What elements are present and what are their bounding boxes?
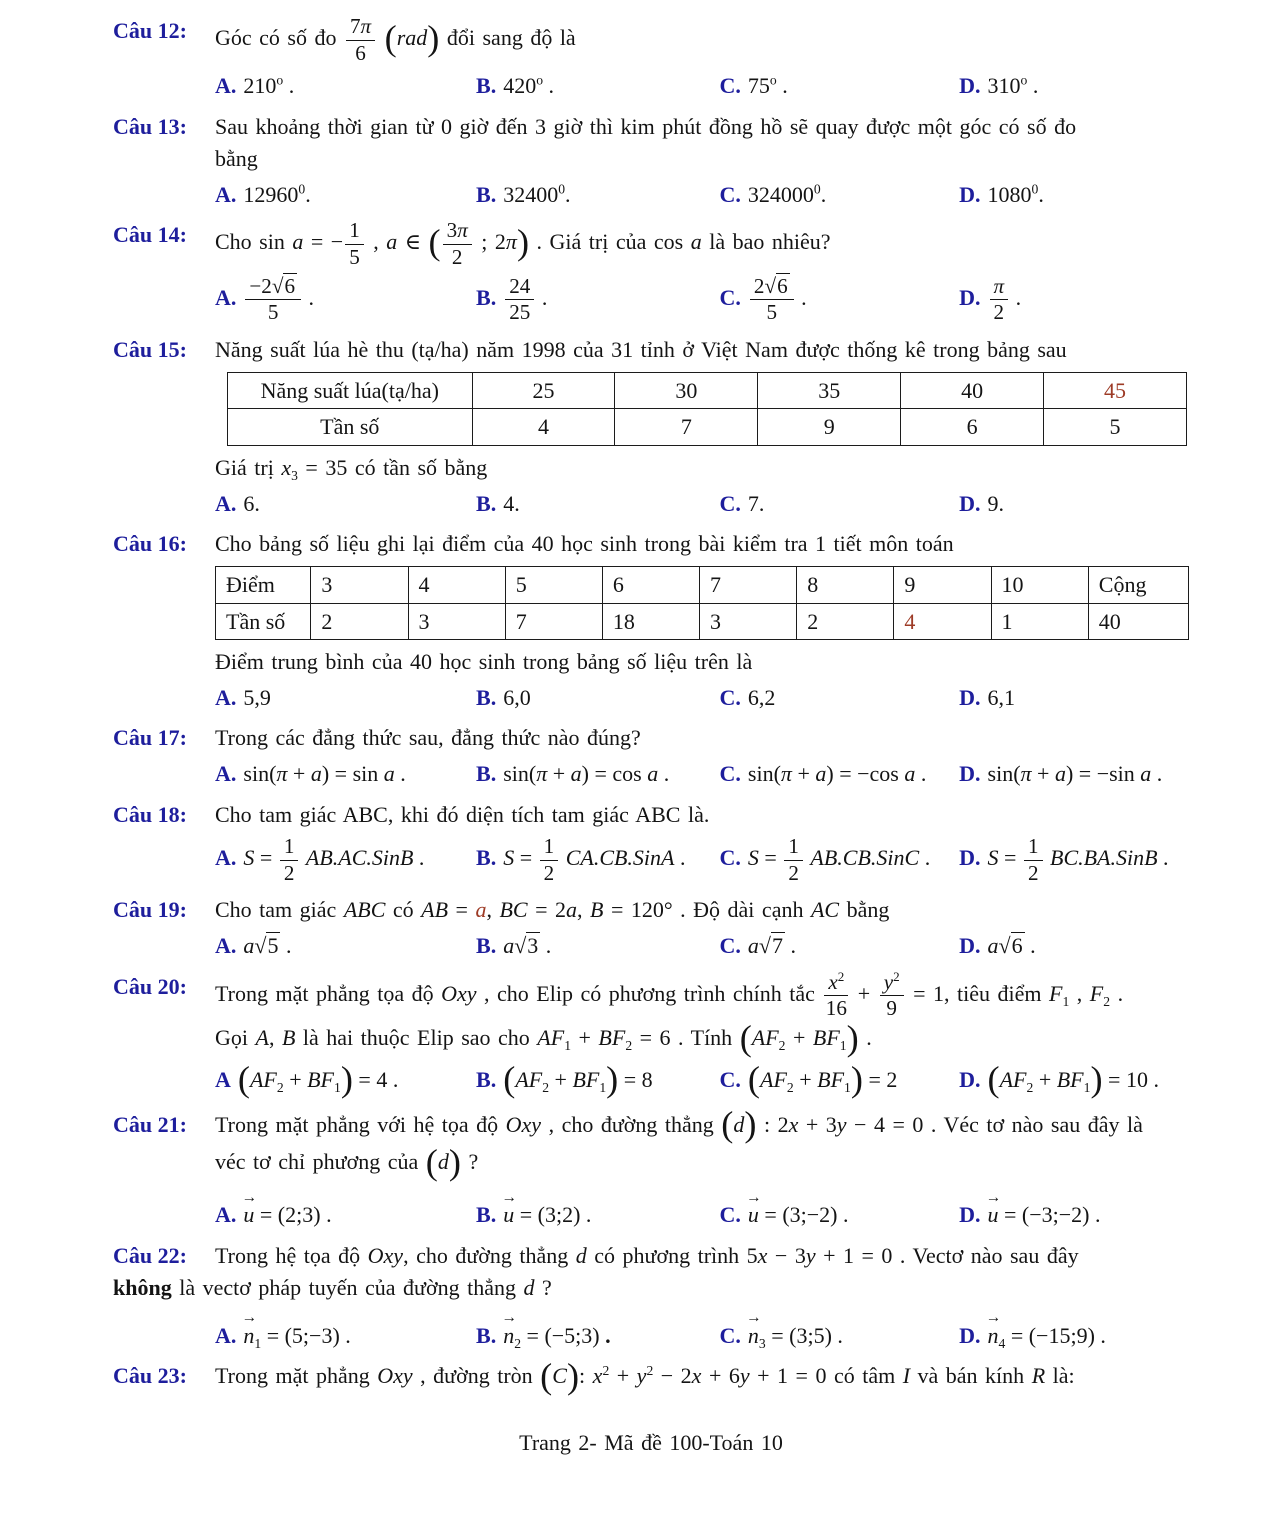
option-value: sin(π + a) = sin a . [243, 761, 406, 787]
option-B [476, 275, 720, 325]
question-body-line: Cho sin a = − $\frac{1}{5}$ , a ∈ ( $\frac{3\pi}{2}$ ; 2π) . Giá trị của cos a là bao nhiêu? [215, 218, 831, 269]
option-letter: D. [959, 73, 981, 99]
option-value: 9. [987, 490, 1005, 516]
option-value: a√5 . [243, 933, 292, 959]
option-letter: B. [476, 73, 497, 99]
table-row [216, 603, 1189, 639]
option-C [720, 758, 960, 789]
options-row [215, 179, 1189, 210]
option-A [215, 682, 476, 713]
table-cell: Cộng [1088, 567, 1188, 603]
option-letter: D. [959, 845, 981, 871]
option-letter: D. [959, 761, 981, 787]
option-C [719, 1059, 960, 1100]
table-cell: 10 [991, 567, 1088, 603]
option-value: $n \to_4$ = (−15;9) . [988, 1323, 1106, 1348]
option-value: S = $\frac{1}{2}$ AB.AC.SinB . [243, 833, 425, 885]
question-label: Câu 14: [113, 222, 187, 248]
option-value: 4. [503, 490, 520, 516]
options-row [215, 1308, 1189, 1351]
option-letter: C. [719, 684, 741, 710]
option-D [959, 1059, 1189, 1100]
option-letter: D. [959, 684, 981, 710]
options-row [215, 1059, 1189, 1100]
option-letter: A. [215, 845, 237, 871]
option-B [476, 930, 720, 961]
option-value: u → = (−3;−2) . [988, 1202, 1101, 1227]
option-value: a√6 . [987, 933, 1036, 959]
option-letter: A. [215, 1202, 237, 1228]
option-C [720, 1308, 960, 1351]
table-cell: 4 [894, 603, 991, 639]
option-A [215, 1308, 476, 1351]
option-value: $n \to_1$ = (5;−3) . [243, 1323, 350, 1348]
question-list [113, 15, 1189, 1397]
option-value: 7. [747, 490, 765, 516]
table-cell: 18 [602, 603, 699, 639]
option-D [959, 70, 1189, 101]
option-value: $(AF_2 + BF_1) = 10$ . [987, 1059, 1159, 1100]
table-cell: Tần số [228, 409, 473, 445]
option-B [476, 758, 720, 789]
question-body-line: Trong hệ tọa độ Oxy, cho đường thẳng d có phương trình 5x − 3y + 1 = 0 . Vectơ nào sau đây [215, 1242, 1079, 1268]
option-C [720, 488, 960, 519]
option-value: 210$^o$ . [243, 72, 295, 99]
option-letter: A. [215, 1323, 237, 1349]
option-value: 6,0 [503, 684, 531, 710]
option-letter: B. [476, 182, 497, 208]
question-after-table-line: Giá trị $x_3 = 35$ có tần số bằng [215, 454, 488, 483]
question-label: Câu 19: [113, 897, 187, 923]
option-value: $(AF_2 + BF_1) = 2$ [747, 1059, 898, 1100]
option-letter: B. [476, 684, 497, 710]
option-A [215, 179, 476, 210]
option-value: 5,9 [243, 684, 271, 710]
option-letter: A. [215, 73, 237, 99]
option-C [720, 275, 960, 325]
question-cau-17 [113, 722, 1189, 789]
question-cau-14 [113, 219, 1189, 325]
option-value: $n \to_3$ = (3;5) . [748, 1323, 843, 1348]
option-B [476, 1308, 720, 1351]
table-cell: 9 [894, 567, 991, 603]
question-body-line: véc tơ chỉ phương của (d) ? [215, 1141, 479, 1182]
question-body-line: Trong mặt phẳng với hệ tọa độ Oxy , cho đường thẳng (d) : 2x + 3y − 4 = 0 . Véc tơ nào sau đây là [215, 1104, 1143, 1145]
option-A [215, 930, 476, 961]
option-value: 420$^o$ . [503, 72, 555, 99]
option-letter: B. [476, 284, 497, 310]
table-cell: 5 [505, 567, 602, 603]
option-value: S = $\frac{1}{2}$ CA.CB.SinA . [503, 833, 686, 885]
option-D [959, 179, 1189, 210]
option-C [720, 835, 960, 885]
table-cell: 5 [1044, 409, 1187, 445]
question-body-line: Sau khoảng thời gian từ 0 giờ đến 3 giờ thì kim phút đồng hồ sẽ quay được một góc có số đo [215, 113, 1077, 139]
question-cau-21 [113, 1104, 1189, 1231]
option-B [476, 1059, 720, 1100]
option-value: $(AF_2 + BF_1) = 4$ . [237, 1059, 399, 1100]
option-value: 1080$^0$. [987, 181, 1044, 208]
table-cell: 9 [758, 409, 901, 445]
question-cau-15 [113, 334, 1189, 519]
table-cell: 35 [758, 373, 901, 409]
question-cau-20 [113, 968, 1189, 1100]
option-D [959, 1308, 1189, 1351]
table-cell: 2 [311, 603, 408, 639]
table-cell: 30 [615, 373, 758, 409]
table-row [228, 373, 1187, 409]
option-C [720, 930, 960, 961]
option-letter: A [215, 1066, 231, 1092]
option-value: S = $\frac{1}{2}$ AB.CB.SinC . [747, 833, 931, 885]
option-A [215, 70, 476, 101]
question-body-line: không là vectơ pháp tuyến của đường thẳng d ? [113, 1274, 552, 1300]
option-value: a√3 . [503, 933, 552, 959]
question-body-line: Năng suất lúa hè thu (tạ/ha) năm 1998 của 31 tỉnh ở Việt Nam được thống kê trong bảng sau [215, 336, 1067, 362]
option-letter: D. [959, 1066, 981, 1092]
table-cell: 1 [991, 603, 1088, 639]
table-cell: Năng suất lúa(tạ/ha) [228, 373, 473, 409]
option-letter: D. [959, 490, 981, 516]
option-value: 12960$^0$. [243, 181, 311, 208]
question-cau-16 [113, 528, 1189, 713]
table-cell: 8 [797, 567, 894, 603]
option-B [476, 488, 720, 519]
table-cell: 45 [1044, 373, 1187, 409]
option-letter: B. [476, 490, 497, 516]
option-B [476, 682, 720, 713]
option-value: $\frac{-2√6}{5}$ . [243, 285, 314, 310]
question-label: Câu 13: [113, 113, 187, 139]
option-C [720, 1187, 960, 1230]
options-row [215, 275, 1189, 325]
table-cell: 25 [472, 373, 615, 409]
table-row [216, 567, 1189, 603]
options-row [215, 488, 1189, 519]
option-letter: B. [476, 1202, 497, 1228]
question-body-line: Trong mặt phẳng tọa độ Oxy , cho Elip có phương trình chính tắc $\frac{x^2}{16}$ + $\frac{y^2}{9}$ = 1, tiêu điểm $F_1$ , $F_2$ . [215, 968, 1124, 1021]
option-letter: D. [959, 1323, 981, 1349]
option-letter: B. [476, 1066, 497, 1092]
question-cau-22 [113, 1240, 1189, 1352]
option-letter: A. [215, 284, 237, 310]
option-value: 310$^o$ . [987, 72, 1039, 99]
table-cell: 40 [1088, 603, 1188, 639]
options-row [215, 930, 1189, 961]
option-letter: D. [959, 182, 981, 208]
table-cell: Điểm [216, 567, 311, 603]
option-letter: C. [719, 933, 741, 959]
question-body-line: Góc có số đo $\frac{7\pi}{6}$ (rad) đổi sang độ là [215, 14, 576, 65]
option-value: $\frac{2√6}{5}$ . [748, 285, 807, 310]
question-body-line: Cho bảng số liệu ghi lại điểm của 40 học sinh trong bài kiểm tra 1 tiết môn toán [215, 531, 954, 557]
option-letter: C. [719, 73, 741, 99]
stats-table [227, 372, 1187, 445]
option-letter: D. [959, 933, 981, 959]
option-letter: A. [215, 182, 237, 208]
option-B [476, 179, 720, 210]
option-letter: D. [959, 1202, 981, 1228]
table-cell: 3 [700, 603, 797, 639]
option-value: 75$^o$ . [747, 72, 788, 99]
option-value: 6,2 [747, 684, 776, 710]
question-label: Câu 21: [113, 1111, 187, 1137]
option-letter: C. [719, 182, 741, 208]
option-value: S = $\frac{1}{2}$ BC.BA.SinB . [987, 833, 1169, 885]
options-row [215, 758, 1189, 789]
option-value: sin(π + a) = −sin a . [987, 761, 1163, 787]
option-D [959, 682, 1189, 713]
option-value: sin(π + a) = −cos a . [747, 761, 927, 787]
table-row [228, 409, 1187, 445]
question-label: Câu 20: [113, 973, 187, 999]
option-letter: B. [476, 761, 497, 787]
option-value: u → = (2;3) . [243, 1202, 331, 1227]
option-letter: B. [476, 845, 497, 871]
option-D [959, 1187, 1189, 1230]
option-B [476, 70, 720, 101]
option-letter: A. [215, 933, 237, 959]
option-value: $(AF_2 + BF_1) = 8$ [503, 1059, 653, 1100]
option-letter: C. [719, 845, 741, 871]
option-letter: C. [719, 1202, 741, 1228]
table-cell: Tần số [216, 603, 311, 639]
table-cell: 7 [700, 567, 797, 603]
option-value: u → = (3;−2) . [748, 1202, 849, 1227]
option-C [720, 682, 960, 713]
table-cell: 40 [901, 373, 1044, 409]
question-cau-18 [113, 799, 1189, 886]
question-body-line: Gọi A, B là hai thuộc Elip sao cho $AF_1 + BF_2 = 6$ . Tính $(AF_2 + BF_1)$ . [215, 1017, 872, 1058]
question-label: Câu 18: [113, 801, 187, 827]
table-cell: 6 [602, 567, 699, 603]
option-A [215, 275, 476, 325]
option-letter: A. [215, 761, 237, 787]
option-value: a√7 . [747, 933, 796, 959]
question-body-line: Cho tam giác ABC, khi đó diện tích tam giác ABC là. [215, 801, 710, 827]
option-value: 6,1 [987, 684, 1016, 710]
table-cell: 4 [408, 567, 505, 603]
page-footer: Trang 2- Mã đề 100-Toán 10 [519, 1429, 783, 1455]
table-cell: 6 [901, 409, 1044, 445]
option-letter: D. [959, 284, 981, 310]
option-letter: C. [719, 1323, 741, 1349]
question-cau-13 [113, 111, 1189, 211]
option-value: $\frac{24}{25}$ . [503, 285, 547, 310]
option-value: 6. [243, 490, 260, 516]
option-value: sin(π + a) = cos a . [503, 761, 670, 787]
question-cau-23 [113, 1356, 1189, 1397]
option-value: $n \to_2$ = (−5;3) . [503, 1323, 610, 1348]
question-body-line: Cho tam giác ABC có AB = a, BC = 2a, B = 120° . Độ dài cạnh AC bằng [215, 897, 890, 923]
option-letter: B. [476, 1323, 497, 1349]
option-D [959, 275, 1189, 325]
option-C [720, 70, 960, 101]
option-letter: A. [215, 684, 237, 710]
option-A [215, 1187, 476, 1230]
table-cell: 7 [505, 603, 602, 639]
options-row [215, 682, 1189, 713]
question-cau-12 [113, 15, 1189, 102]
question-label: Câu 17: [113, 725, 187, 751]
option-D [959, 835, 1189, 885]
option-B [476, 835, 720, 885]
option-value: 324000$^0$. [747, 181, 827, 208]
table-cell: 4 [472, 409, 615, 445]
question-label: Câu 15: [113, 336, 187, 362]
option-B [476, 1187, 720, 1230]
option-D [959, 930, 1189, 961]
question-label: Câu 23: [113, 1363, 187, 1389]
option-A [215, 758, 476, 789]
options-row [215, 835, 1189, 885]
table-cell: 3 [311, 567, 408, 603]
option-letter: A. [215, 490, 237, 516]
option-C [720, 179, 960, 210]
options-row [215, 70, 1189, 101]
question-body-line: bằng [215, 145, 258, 171]
question-cau-19 [113, 894, 1189, 961]
option-A [215, 835, 476, 885]
option-letter: C. [719, 761, 741, 787]
option-A [215, 1059, 476, 1100]
options-row [215, 1187, 1189, 1230]
table-cell: 2 [797, 603, 894, 639]
option-D [959, 758, 1189, 789]
question-label: Câu 12: [113, 18, 187, 43]
option-D [959, 488, 1189, 519]
option-value: 32400$^0$. [503, 181, 571, 208]
question-label: Câu 22: [113, 1242, 187, 1268]
table-cell: 7 [615, 409, 758, 445]
option-letter: C. [719, 490, 741, 516]
option-value: $\frac{\pi}{2}$ . [988, 285, 1022, 310]
table-cell: 3 [408, 603, 505, 639]
question-after-table-line: Điểm trung bình của 40 học sinh trong bảng số liệu trên là [215, 648, 753, 674]
question-body-line: Trong các đẳng thức sau, đẳng thức nào đúng? [215, 725, 641, 751]
option-letter: B. [476, 933, 497, 959]
option-letter: C. [719, 284, 741, 310]
stats-table [215, 566, 1189, 639]
option-A [215, 488, 476, 519]
question-label: Câu 16: [113, 531, 187, 557]
option-value: u → = (3;2) . [503, 1202, 591, 1227]
question-body-line: Trong mặt phẳng Oxy , đường tròn (C): $x^2 + y^2 - 2x + 6y + 1 = 0$ có tâm I và bán kính R là: [215, 1356, 1075, 1397]
option-letter: C. [719, 1066, 741, 1092]
